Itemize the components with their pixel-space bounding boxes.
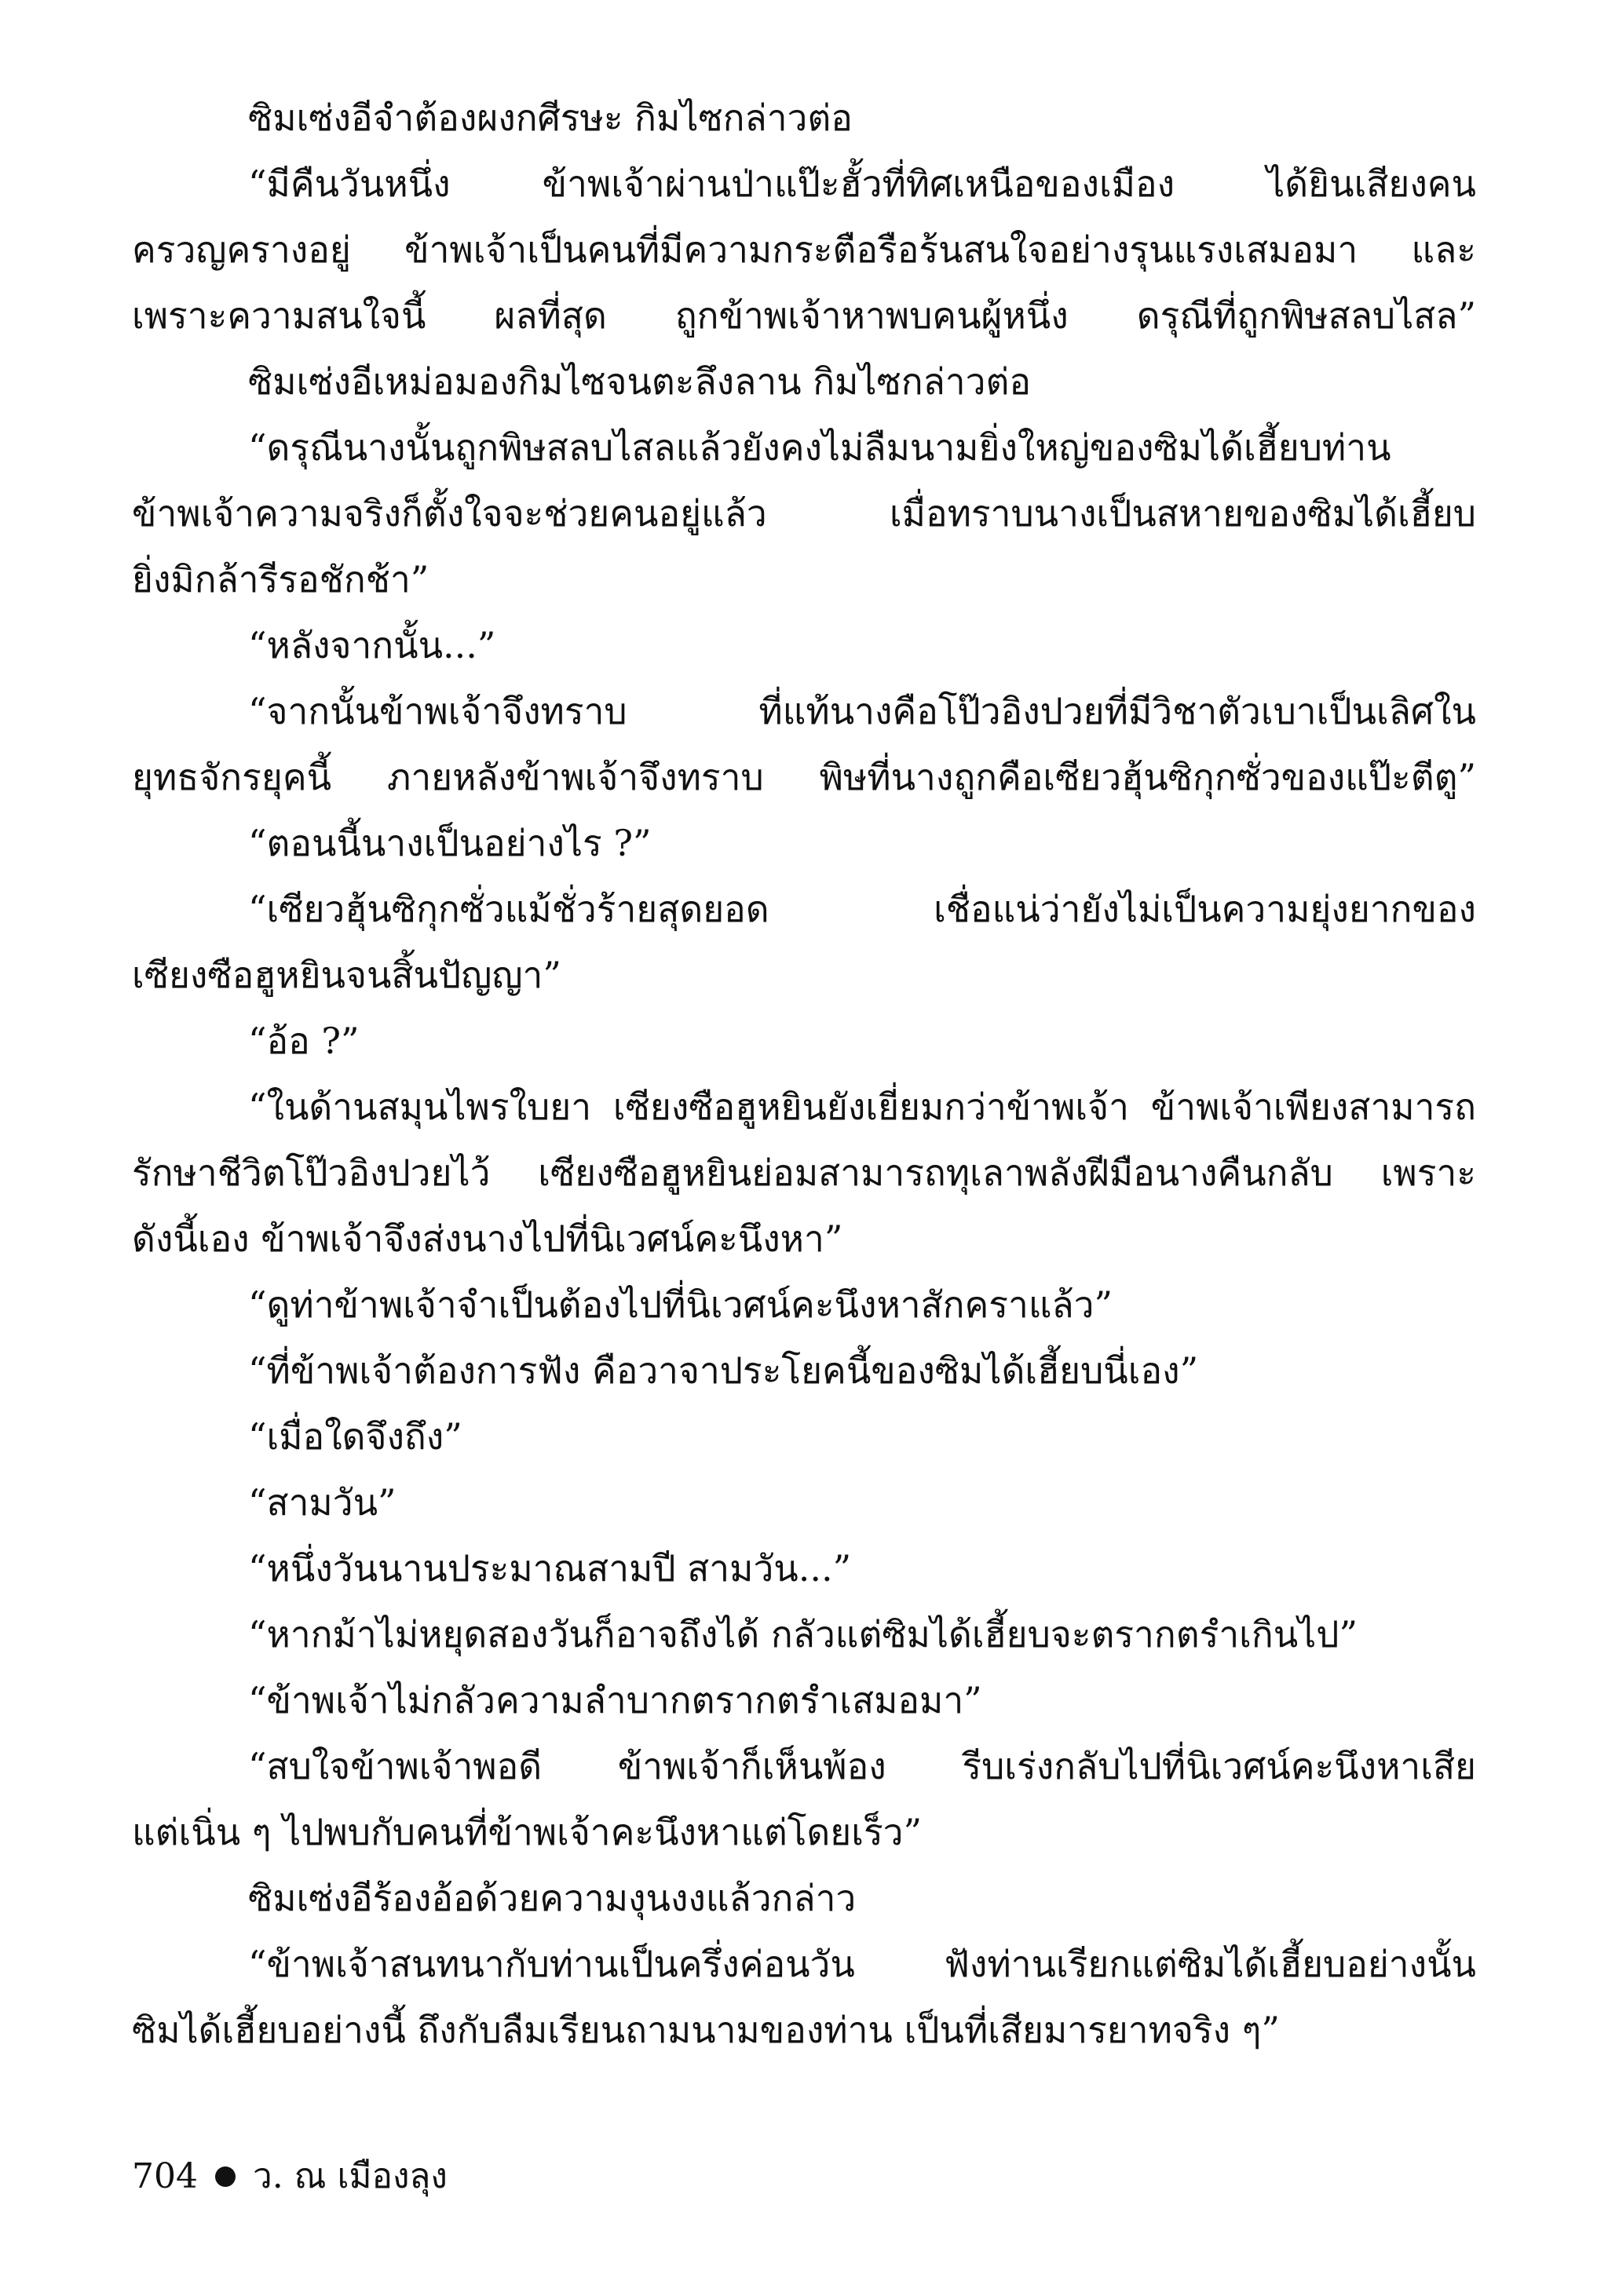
bullet-dot-icon: [215, 2166, 236, 2187]
text-line: “สามวัน”: [248, 1481, 397, 1524]
text-line: ซิมเซ่งอีเหม่อมองกิมไซจนตะลึงลาน กิมไซกล่าวต่อ: [248, 360, 1031, 403]
author-name: ว. ณ เมืองลุง: [252, 2156, 448, 2196]
text-line: “เมื่อใดจึงถึง”: [248, 1415, 462, 1458]
text-line: “ในด้านสมุนไพรใบยา เซียงซือฮูหยินยังเยี่ยมกว่าข้าพเจ้า ข้าพเจ้าเพียงสามารถ: [248, 1086, 1476, 1128]
text-line: แต่เนิ่น ๆ ไปพบกับคนที่ข้าพเจ้าคะนึงหาแต่โดยเร็ว”: [132, 1811, 923, 1853]
text-line: “มีคืนวันหนึ่ง ข้าพเจ้าผ่านป่าแป๊ะฮั้วที่ทิศเหนือของเมือง ได้ยินเสียงคน: [248, 162, 1476, 205]
text-line: “สบใจข้าพเจ้าพอดี ข้าพเจ้าก็เห็นพ้อง รีบเร่งกลับไปที่นิเวศน์คะนึงหาเสีย: [248, 1745, 1476, 1787]
text-line: “ดูท่าข้าพเจ้าจำเป็นต้องไปที่นิเวศน์คะนึงหาสักคราแล้ว”: [248, 1283, 1113, 1326]
text-line: “ข้าพเจ้าไม่กลัวความลำบากตรากตรำเสมอมา”: [248, 1679, 982, 1721]
text-line: “อ้อ ?”: [248, 1020, 360, 1062]
text-line: “หลังจากนั้น...”: [248, 624, 496, 666]
text-line: ยุทธจักรยุคนี้ ภายหลังข้าพเจ้าจึงทราบ พิษที่นางถูกคือเซียวฮุ้นซิกุกซั่วของแป๊ะตีตู”: [132, 756, 1476, 798]
body-text: [132, 85, 1476, 2063]
text-line: ดังนี้เอง ข้าพเจ้าจึงส่งนางไปที่นิเวศน์คะนึงหา”: [132, 1217, 843, 1260]
text-line: “ที่ข้าพเจ้าต้องการฟัง คือวาจาประโยคนี้ของซิมได้เฮี้ยบนี่เอง”: [248, 1349, 1199, 1392]
text-line: เพราะความสนใจนี้ ผลที่สุด ถูกข้าพเจ้าหาพบคนผู้หนึ่ง ดรุณีที่ถูกพิษสลบไสล”: [132, 294, 1476, 337]
page-footer: [132, 2144, 448, 2210]
text-line: ครวญครางอยู่ ข้าพเจ้าเป็นคนที่มีความกระตือรือร้นสนใจอย่างรุนแรงเสมอมา และ: [132, 228, 1476, 271]
text-line: “ดรุณีนางนั้นถูกพิษสลบไสลแล้วยังคงไม่ลืมนามยิ่งใหญ่ของซิมได้เฮี้ยบท่าน: [248, 426, 1391, 469]
text-line: เซียงซือฮูหยินจนสิ้นปัญญา”: [132, 954, 561, 996]
page-number: 704: [132, 2156, 198, 2196]
text-line: ยิ่งมิกล้ารีรอชักช้า”: [132, 558, 429, 600]
text-line: ซิมได้เฮี้ยบอย่างนี้ ถึงกับลืมเรียนถามนามของท่าน เป็นที่เสียมารยาทจริง ๆ”: [132, 2009, 1280, 2051]
text-line: “เซียวฮุ้นซิกุกซั่วแม้ชั่วร้ายสุดยอด เชื่อแน่ว่ายังไม่เป็นความยุ่งยากของ: [248, 888, 1476, 930]
text-line: “หากม้าไม่หยุดสองวันก็อาจถึงได้ กลัวแต่ซิมได้เฮี้ยบจะตรากตรำเกินไป”: [248, 1613, 1358, 1655]
text-line: “ตอนนี้นางเป็นอย่างไร ?”: [248, 822, 652, 864]
text-line: “หนึ่งวันนานประมาณสามปี สามวัน...”: [248, 1547, 852, 1590]
text-line: รักษาชีวิตโป๊วอิงปวยไว้ เซียงซือฮูหยินย่อมสามารถทุเลาพลังฝีมือนางคืนกลับ เพราะ: [132, 1152, 1476, 1194]
text-line: ข้าพเจ้าความจริงก็ตั้งใจจะช่วยคนอยู่แล้ว เมื่อทราบนางเป็นสหายของซิมได้เฮี้ยบ: [132, 492, 1476, 535]
text-line: ซิมเซ่งอีร้องอ้อด้วยความงุนงงแล้วกล่าว: [248, 1877, 857, 1919]
text-line: ซิมเซ่งอีจำต้องผงกศีรษะ กิมไซกล่าวต่อ: [248, 97, 853, 139]
text-line: “ข้าพเจ้าสนทนากับท่านเป็นครึ่งค่อนวัน ฟังท่านเรียกแต่ซิมได้เฮี้ยบอย่างนั้น: [248, 1943, 1476, 1985]
text-line: “จากนั้นข้าพเจ้าจึงทราบ ที่แท้นางคือโป๊วอิงปวยที่มีวิชาตัวเบาเป็นเลิศใน: [248, 690, 1476, 732]
